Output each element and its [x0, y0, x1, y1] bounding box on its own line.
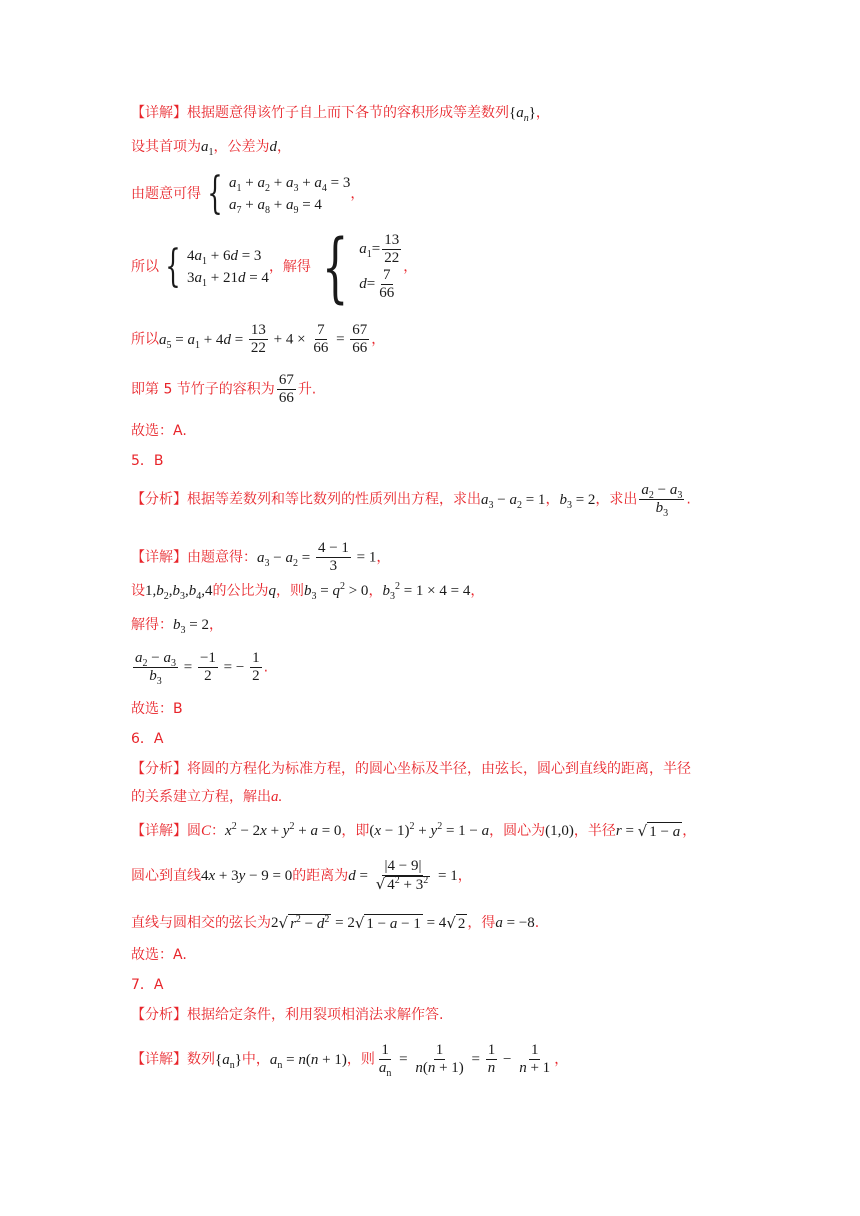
q4-volume-line: 即第 5 节竹子的容积为 $\frac{67}{66}$ 升. — [131, 372, 317, 406]
q5-detail-line: 【详解】由题意得：$a_3 - a_2$ = $\frac{4 - 1}{3}$ = 1， — [131, 540, 391, 574]
q6-detail-line: 【详解】圆C：$x^2 - 2x + y^2 + a = 0$，即$(x - 1)^2 + y^2 = 1 - a$，圆心为(1,0)，半径r = √ 1 − a ， — [131, 821, 697, 841]
q4-answer: 故选：A. — [131, 423, 187, 439]
q6-chord-line: 直线与圆相交的弦长为2 √ $r^2 - d^2$ = 2 √ 1 − a − 1 = 4 √ 2 ，得a = −8. — [131, 914, 540, 933]
q4-sequence-text: 根据题意得该竹子自上而下各节的容积形成等差数列 — [187, 105, 509, 121]
q5-analysis-line: 【分析】根据等差数列和等比数列的性质列出方程，求出$a_3 - a_2 = 1$，$b_3 = 2$，求出 $\frac{a_2 - a_3}{b_3}$ . — [131, 482, 691, 519]
equation-system: { $a_1 + a_2 + a_3 + a_4 = 3$ $a_7 + a_8 + a_9 = 4$ — [207, 168, 351, 219]
q6-analysis-line-2: 的关系建立方程，解出a. — [131, 789, 283, 805]
math-expr: $\{a_n\}$ — [509, 105, 536, 124]
q6-answer: 故选：A. — [131, 947, 187, 963]
analysis-tag: 【分析】 — [131, 491, 187, 508]
detail-tag: 【详解】 — [131, 105, 187, 121]
q5-solve-line: 解得：$b_3 = 2$， — [131, 617, 223, 636]
q6-distance-line: 圆心到直线4x + 3y − 9 = 0的距离为d = |4 − 9| √ $4^2 + 3^2$ = 1， — [131, 858, 472, 893]
q4-solve-line: 所以 { $4a_1 + 6d = 3$ $3a_1 + 21d = 4$ ，解得 { $a_1=$ $\frac{13}{22}$ d= $\frac{7}{66}$ ， — [131, 222, 418, 311]
q4-system-line: 由题意可得 { $a_1 + a_2 + a_3 + a_4 = 3$ $a_7 + a_8 + a_9 = 4$ ， — [131, 168, 365, 219]
q5-result-line: $\frac{a_2 - a_3}{b_3}$ = $\frac{-1}{2}$ = − $\frac{1}{2}$ . — [135, 650, 269, 687]
q6-heading: 6．A — [131, 731, 164, 747]
q7-heading: 7．A — [131, 977, 164, 993]
q5-heading: 5．B — [131, 453, 164, 469]
q6-analysis-line-1: 【分析】将圆的方程化为标准方程，的圆心坐标及半径，由弦长，圆心到直线的距离，半径 — [131, 761, 691, 777]
q4-a5-line: 所以$a_5 = a_1 + 4d$ = $\frac{13}{22}$ + 4 × $\frac{7}{66}$ = $\frac{67}{66}$ ， — [131, 322, 386, 356]
q7-detail-line: 【详解】数列$\{a_n\}$中，$a_n = n(n + 1)$，则 $\frac{1}{a_n}$ = $\frac{1}{n(n + 1)}$ = $\frac{1}{n}$ − $\frac{1}{n + 1}$ ， — [131, 1042, 569, 1079]
q4-first-term-line: 设其首项为$a_1$，公差为d， — [131, 139, 291, 158]
q4-detail-line: 【详解】根据题意得该竹子自上而下各节的容积形成等差数列$\{a_n\}$， — [131, 105, 550, 124]
q7-analysis-line: 【分析】根据给定条件，利用裂项相消法求解作答. — [131, 1007, 444, 1023]
q5-answer: 故选：B — [131, 701, 183, 717]
q5-ratio-line: 设$1,b_2,b_3,b_4,4$的公比为q，则$b_3 = q^2 > 0$，$b_3^2 = 1 \times 4 = 4$， — [131, 581, 485, 602]
